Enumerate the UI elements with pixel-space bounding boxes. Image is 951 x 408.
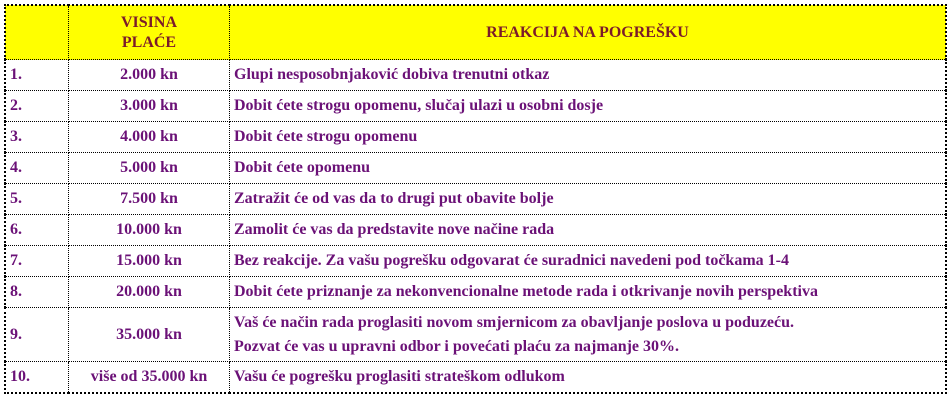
row-number: 5. <box>5 184 69 215</box>
salary-amount: 10.000 kn <box>69 215 230 246</box>
reaction-line: Vaš će način rada proglasiti novom smjernicom za obavljanje poslova u poduzeću. <box>234 313 795 331</box>
reaction-text <box>230 215 947 246</box>
reaction-text <box>230 308 947 362</box>
header-pay-line1: VISINA <box>120 13 177 31</box>
table-row <box>5 184 946 215</box>
salary-amount: 35.000 kn <box>69 308 230 362</box>
reaction-line: Bez reakcije. Za vašu pogrešku odgovarat će suradnici navedeni pod točkama 1-4 <box>234 252 789 269</box>
reaction-line: Glupi nesposobnjaković dobiva trenutni otkaz <box>234 66 550 83</box>
reaction-text <box>230 246 947 277</box>
row-number: 10. <box>5 362 69 394</box>
reaction-text <box>230 91 947 122</box>
salary-amount: više od 35.000 kn <box>69 362 230 394</box>
salary-reaction-table <box>4 4 947 394</box>
table-row <box>5 122 946 153</box>
salary-amount: 2.000 kn <box>69 60 230 91</box>
table-row <box>5 153 946 184</box>
header-reaction: REAKCIJA NA POGREŠKU <box>230 5 947 60</box>
header-num <box>5 5 69 60</box>
table-row <box>5 215 946 246</box>
salary-amount: 15.000 kn <box>69 246 230 277</box>
reaction-text <box>230 184 947 215</box>
reaction-line: Pozvat će vas u upravni odbor i povećati plaću za najmanje 30%. <box>234 337 680 355</box>
row-number: 4. <box>5 153 69 184</box>
table-row <box>5 60 946 91</box>
reaction-line: Zamolit će vas da predstavite nove načine rada <box>234 221 555 238</box>
row-number: 6. <box>5 215 69 246</box>
row-number: 7. <box>5 246 69 277</box>
reaction-line: Zatražit će od vas da to drugi put obavite bolje <box>234 190 554 207</box>
reaction-line: Dobit ćete strogu opomenu, slučaj ulazi u osobni dosje <box>234 97 604 114</box>
header-pay <box>69 5 230 60</box>
row-number: 8. <box>5 277 69 308</box>
reaction-text <box>230 60 947 91</box>
reaction-text <box>230 153 947 184</box>
table-row <box>5 362 946 394</box>
reaction-text <box>230 362 947 394</box>
reaction-line: Dobit ćete strogu opomenu <box>234 128 418 145</box>
row-number: 2. <box>5 91 69 122</box>
salary-amount: 5.000 kn <box>69 153 230 184</box>
row-number: 9. <box>5 308 69 362</box>
salary-amount: 7.500 kn <box>69 184 230 215</box>
reaction-text <box>230 277 947 308</box>
row-number: 3. <box>5 122 69 153</box>
reaction-line: Dobit ćete opomenu <box>234 159 370 176</box>
reaction-line: Dobit ćete priznanje za nekonvencionalne metode rada i otkrivanje novih perspektiva <box>234 283 818 300</box>
table-row <box>5 246 946 277</box>
table-row <box>5 91 946 122</box>
header-pay-line2: PLAĆE <box>121 33 177 51</box>
salary-amount: 4.000 kn <box>69 122 230 153</box>
table-row <box>5 277 946 308</box>
row-number: 1. <box>5 60 69 91</box>
salary-amount: 3.000 kn <box>69 91 230 122</box>
reaction-line: Vašu će pogrešku proglasiti strateškom odlukom <box>234 368 565 385</box>
table-row <box>5 308 946 362</box>
header-row <box>5 5 946 60</box>
reaction-text <box>230 122 947 153</box>
salary-amount: 20.000 kn <box>69 277 230 308</box>
